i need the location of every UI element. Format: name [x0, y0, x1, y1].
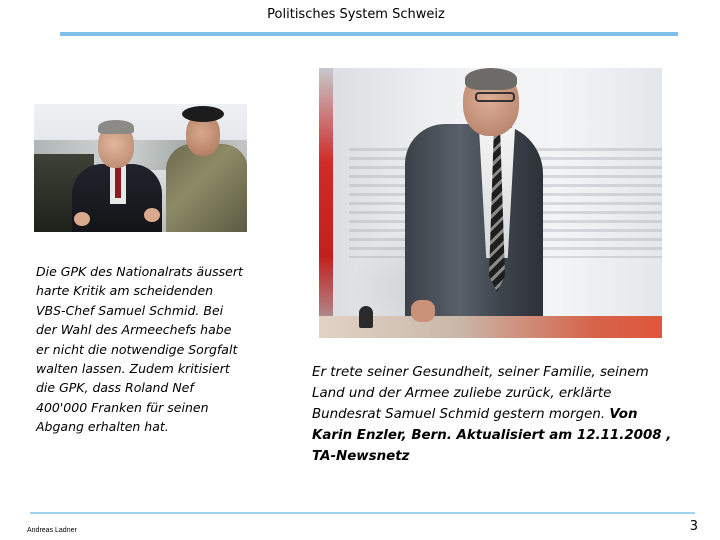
right-caption-text: Er trete seiner Gesundheit, seiner Familie, seinem Land und der Armee zuliebe zurück, erklärte Bundesrat Samuel Schmid gestern morgen. [312, 365, 649, 422]
slide-title: Politisches System Schweiz [267, 7, 445, 22]
footer-divider [30, 512, 695, 514]
right-caption [312, 362, 682, 467]
right-caption-byline: Von Karin Enzler, Bern. Aktualisiert am 12.11.2008 , TA-Newsnetz [312, 407, 672, 464]
author-label: Andreas Ladner [27, 527, 77, 534]
photo-politician-and-soldier [34, 104, 247, 232]
left-caption: Die GPK des Nationalrats äussert harte Kritik am scheidenden VBS-Chef Samuel Schmid. Bei der Wahl des Armeechefs habe er nicht die notwendige Sorgfalt walten lassen. Zudem kritisiert die GPK, dass Roland Nef 400'000 Franken für seinen Abgang erhalten hat. [36, 264, 243, 435]
photo-press-conference [319, 68, 662, 338]
title-divider [60, 32, 678, 36]
page-number: 3 [689, 519, 698, 534]
